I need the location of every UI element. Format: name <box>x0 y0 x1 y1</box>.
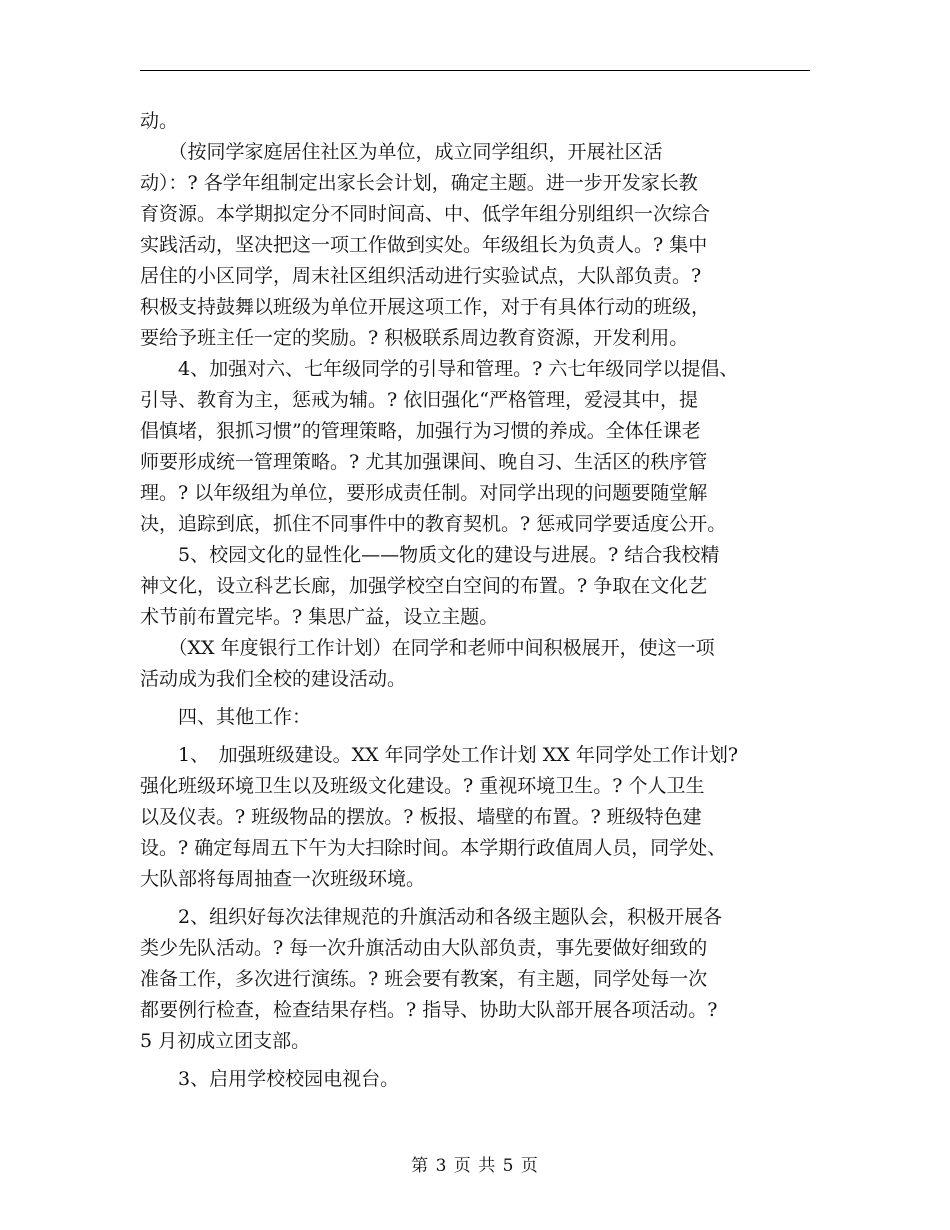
paragraph-gap <box>140 1057 820 1064</box>
text-line: 3、启用学校校园电视台。 <box>140 1068 400 1090</box>
text-line: 设。? 确定每周五下午为大扫除时间。本学期行政值周人员，同学处、 <box>140 837 727 859</box>
text-line: 类少先队活动。? 每一次升旗活动由大队部负责，事先要做好细致的 <box>140 937 708 959</box>
text-line: 理。? 以年级组为单位，要形成责任制。对同学出现的问题要随堂解 <box>140 482 708 504</box>
text-line: 动）：? 各学年组制定出家长会计划，确定主题。进一步开发家长教 <box>140 172 698 194</box>
text-line: 4、加强对六、七年级同学的引导和管理。? 六七年级同学以提倡、 <box>140 358 739 380</box>
text-line: 强化班级环境卫生以及班级文化建设。? 重视环境卫生。? 个人卫生 <box>140 775 705 797</box>
text-line: 大队部将每周抽查一次班级环境。 <box>140 868 426 890</box>
text-line: （按同学家庭居住社区为单位，成立同学组织，开展社区活 <box>140 141 663 163</box>
document-body <box>140 106 820 1095</box>
text-line: 要给予班主任一定的奖励。? 积极联系周边教育资源，开发利用。 <box>140 327 689 349</box>
paragraph-gap <box>140 695 820 702</box>
text-line: 5、校园文化的显性化——物质文化的建设与进展。? 结合我校精 <box>140 544 720 566</box>
text-line: 活动成为我们全校的建设活动。 <box>140 668 407 690</box>
text-line: 育资源。本学期拟定分不同时间高、中、低学年组分别组织一次综合 <box>140 203 711 225</box>
text-line: 倡慎堵，狠抓习惯”的管理策略，加强行为习惯的养成。全体任课老 <box>140 420 701 442</box>
text-line: 引导、教育为主，惩戒为辅。? 依旧强化“严格管理，爱浸其中，提 <box>140 389 698 411</box>
text-line: 实践活动，坚决把这一项工作做到实处。年级组长为负责人。? 集中 <box>140 234 708 256</box>
text-line: 积极支持鼓舞以班级为单位开展这项工作，对于有具体行动的班级， <box>140 296 711 318</box>
section-heading: 四、其他工作： <box>140 706 312 728</box>
text-line: 都要例行检查，检查结果存档。? 指导、协助大队部开展各项活动。? <box>140 999 718 1021</box>
text-line: 神文化，设立科艺长廊，加强学校空白空间的布置。? 争取在文化艺 <box>140 575 708 597</box>
text-line: 居住的小区同学，周末社区组织活动进行实验试点，大队部负责。? <box>140 265 702 287</box>
text-line: 术节前布置完毕。? 集思广益，设立主题。 <box>140 606 499 628</box>
text-line: 准备工作，多次进行演练。? 班会要有教案，有主题，同学处每一次 <box>140 968 708 990</box>
text-line: （XX 年度银行工作计划）在同学和老师中间积极展开，使这一项 <box>140 637 715 659</box>
text-line: 以及仪表。? 班级物品的摆放。? 板报、墙壁的布置。? 班级特色建 <box>140 806 702 828</box>
paragraph-gap <box>140 895 820 902</box>
page-number: 第 3 页 共 5 页 <box>411 1156 539 1176</box>
text-line: 师要形成统一管理策略。? 尤其加强课间、晚自习、生活区的秩序管 <box>140 451 708 473</box>
text-line: 决，追踪到底，抓住不同事件中的教育契机。? 惩戒同学要适度公开。 <box>140 513 727 535</box>
text-line: 5 月初成立团支部。 <box>140 1030 311 1052</box>
text-line: 2、组织好每次法律规范的升旗活动和各级主题队会，积极开展各 <box>140 906 723 928</box>
paragraph-gap <box>140 733 820 740</box>
header-rule <box>140 70 810 71</box>
text-line: 动。 <box>140 110 179 132</box>
text-line: 1、 加强班级建设。XX 年同学处工作计划 XX 年同学处工作计划? <box>140 744 739 766</box>
